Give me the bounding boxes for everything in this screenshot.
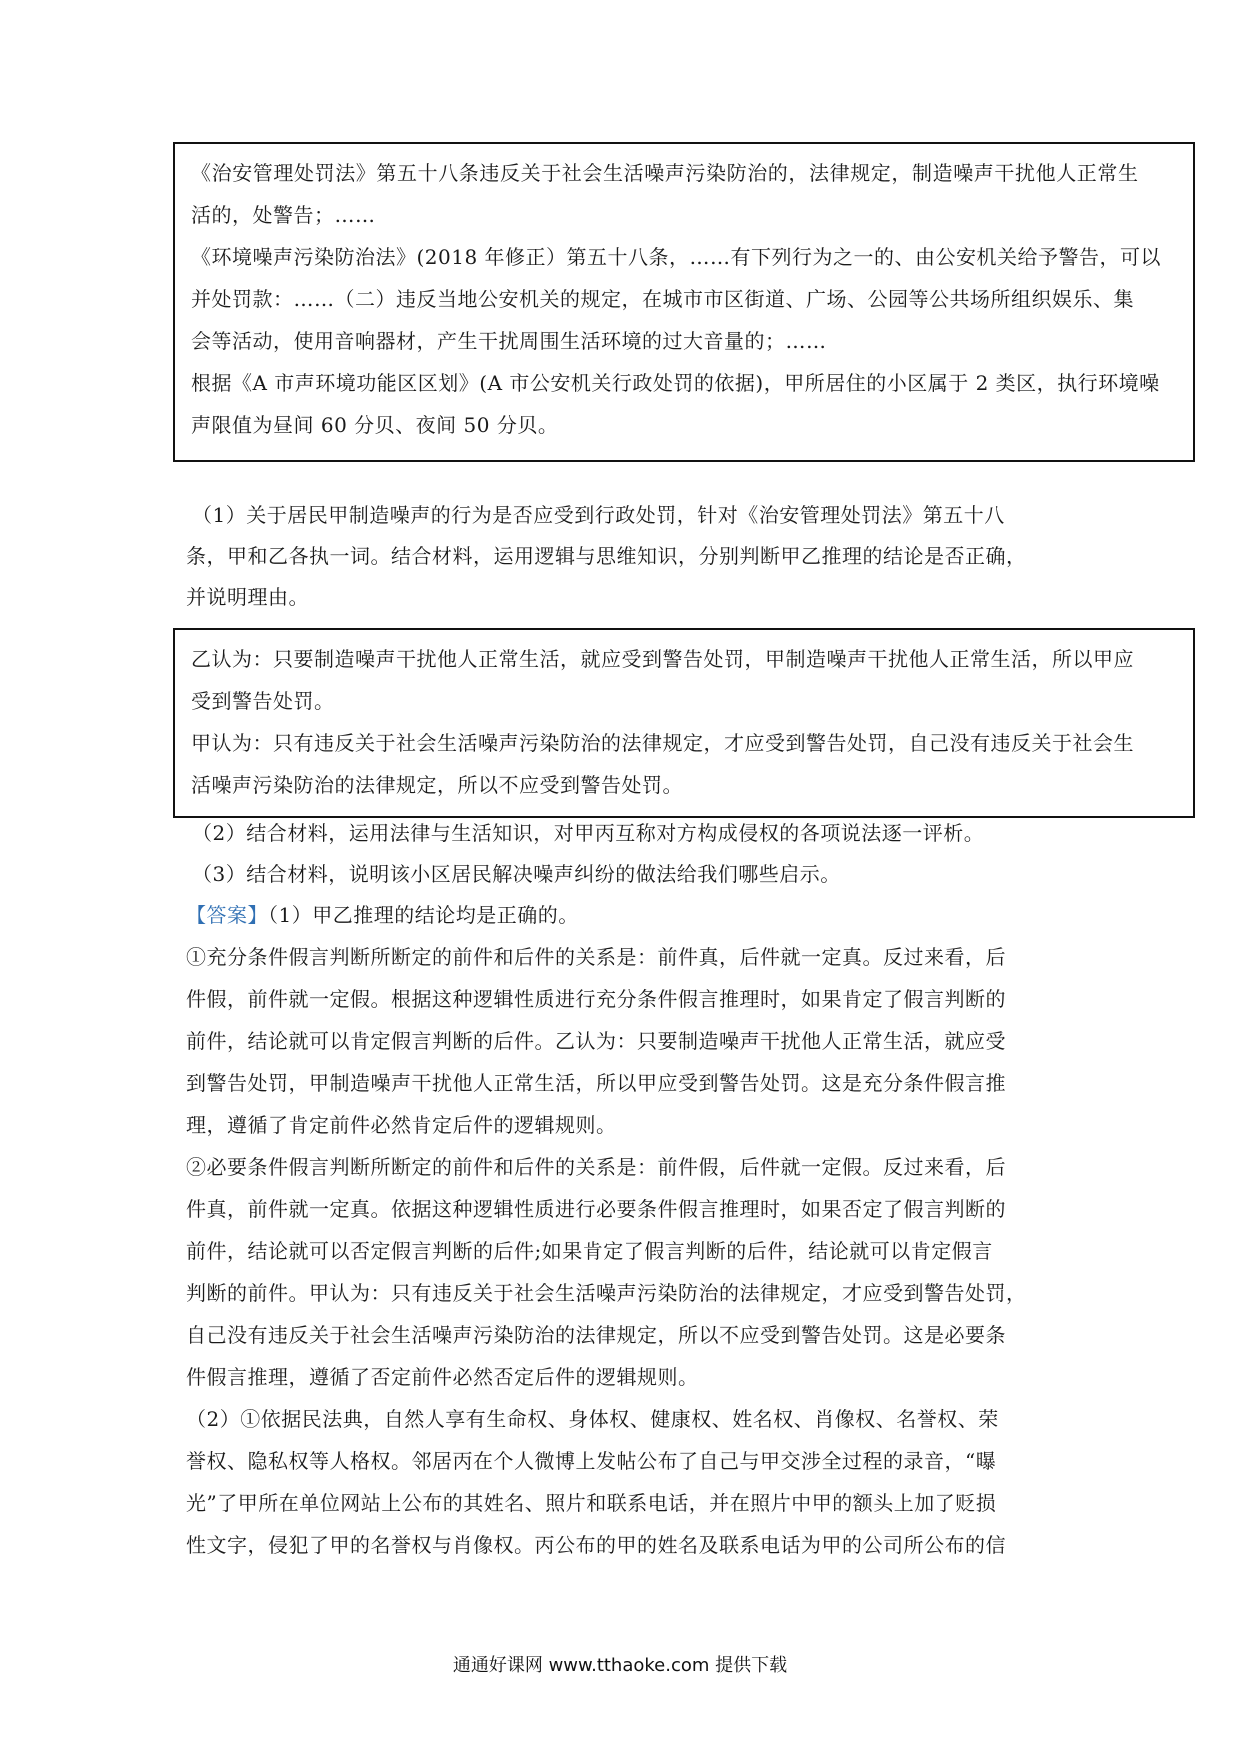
argument-line: 甲认为：只有违反关于社会生活噪声污染防治的法律规定，才应受到警告处罚，自己没有违反关于社会生 [191, 731, 1134, 755]
answer-line: 判断的前件。甲认为：只有违反关于社会生活噪声污染防治的法律规定，才应受到警告处罚， [186, 1281, 1027, 1305]
argument-line: 活噪声污染防治的法律规定，所以不应受到警告处罚。 [191, 773, 683, 797]
argument-line: 乙认为：只要制造噪声干扰他人正常生活，就应受到警告处罚，甲制造噪声干扰他人正常生活，所以甲应 [191, 647, 1134, 671]
answer-line: ①充分条件假言判断所断定的前件和后件的关系是：前件真，后件就一定真。反过来看，后 [186, 945, 1006, 969]
question-1-line: 并说明理由。 [186, 585, 309, 609]
answer-line: 前件，结论就可以肯定假言判断的后件。乙认为：只要制造噪声干扰他人正常生活，就应受 [186, 1029, 1006, 1053]
material-line: 《治安管理处罚法》第五十八条违反关于社会生活噪声污染防治的，法律规定，制造噪声干扰他人正常生 [191, 161, 1139, 185]
argument-box [173, 628, 1195, 818]
answer-line: 件假，前件就一定假。根据这种逻辑性质进行充分条件假言推理时，如果肯定了假言判断的 [186, 987, 1006, 1011]
answer-first-line: （1）甲乙推理的结论均是正确的。 [268, 903, 579, 927]
page-footer: 通通好课网 www.tthaoke.com 提供下载 [452, 1655, 788, 1676]
question-3: （3）结合材料，说明该小区居民解决噪声纠纷的做法给我们哪些启示。 [192, 862, 841, 886]
question-1-line: 条，甲和乙各执一词。结合材料，运用逻辑与思维知识，分别判断甲乙推理的结论是否正确， [186, 544, 1027, 568]
material-line: 根据《A 市声环境功能区区划》(A 市公安机关行政处罚的依据)，甲所居住的小区属于 2 类区，执行环境噪 [191, 371, 1160, 395]
answer-heading [186, 894, 579, 936]
answer-line: 件假言推理，遵循了否定前件必然否定后件的逻辑规则。 [186, 1365, 699, 1389]
material-box-laws [173, 142, 1195, 462]
answer-line: 理，遵循了肯定前件必然肯定后件的逻辑规则。 [186, 1113, 617, 1137]
answer-line: 前件，结论就可以否定假言判断的后件;如果肯定了假言判断的后件，结论就可以肯定假言 [186, 1239, 993, 1263]
answer-line: 自己没有违反关于社会生活噪声污染防治的法律规定，所以不应受到警告处罚。这是必要条 [186, 1323, 1006, 1347]
material-line: 声限值为昼间 60 分贝、夜间 50 分贝。 [191, 413, 559, 437]
material-line: 会等活动，使用音响器材，产生干扰周围生活环境的过大音量的；…… [191, 329, 827, 353]
answer-line: ②必要条件假言判断所断定的前件和后件的关系是：前件假，后件就一定假。反过来看，后 [186, 1155, 1006, 1179]
answer-tag: 【答案】 [186, 903, 268, 927]
answer-line: 光”了甲所在单位网站上公布的其姓名、照片和联系电话，并在照片中甲的额头上加了贬损 [186, 1491, 997, 1515]
argument-line: 受到警告处罚。 [191, 689, 335, 713]
answer-line: 到警告处罚，甲制造噪声干扰他人正常生活，所以甲应受到警告处罚。这是充分条件假言推 [186, 1071, 1006, 1095]
material-line: 《环境噪声污染防治法》(2018 年修正）第五十八条，……有下列行为之一的、由公安机关给予警告，可以 [191, 245, 1162, 269]
answer-line: 件真，前件就一定真。依据这种逻辑性质进行必要条件假言推理时，如果否定了假言判断的 [186, 1197, 1006, 1221]
question-1-line: （1）关于居民甲制造噪声的行为是否应受到行政处罚，针对《治安管理处罚法》第五十八 [192, 503, 1005, 527]
material-line: 并处罚款：……（二）违反当地公安机关的规定，在城市市区街道、广场、公园等公共场所组织娱乐、集 [191, 287, 1134, 311]
answer-line: 誉权、隐私权等人格权。邻居丙在个人微博上发帖公布了自己与甲交涉全过程的录音，“曝 [186, 1449, 997, 1473]
material-line: 活的，处警告；…… [191, 203, 376, 227]
question-2: （2）结合材料，运用法律与生活知识，对甲丙互称对方构成侵权的各项说法逐一评析。 [192, 821, 985, 845]
answer-line: （2）①依据民法典，自然人享有生命权、身体权、健康权、姓名权、肖像权、名誉权、荣 [186, 1407, 999, 1431]
answer-line: 性文字，侵犯了甲的名誉权与肖像权。丙公布的甲的姓名及联系电话为甲的公司所公布的信 [186, 1533, 1006, 1557]
